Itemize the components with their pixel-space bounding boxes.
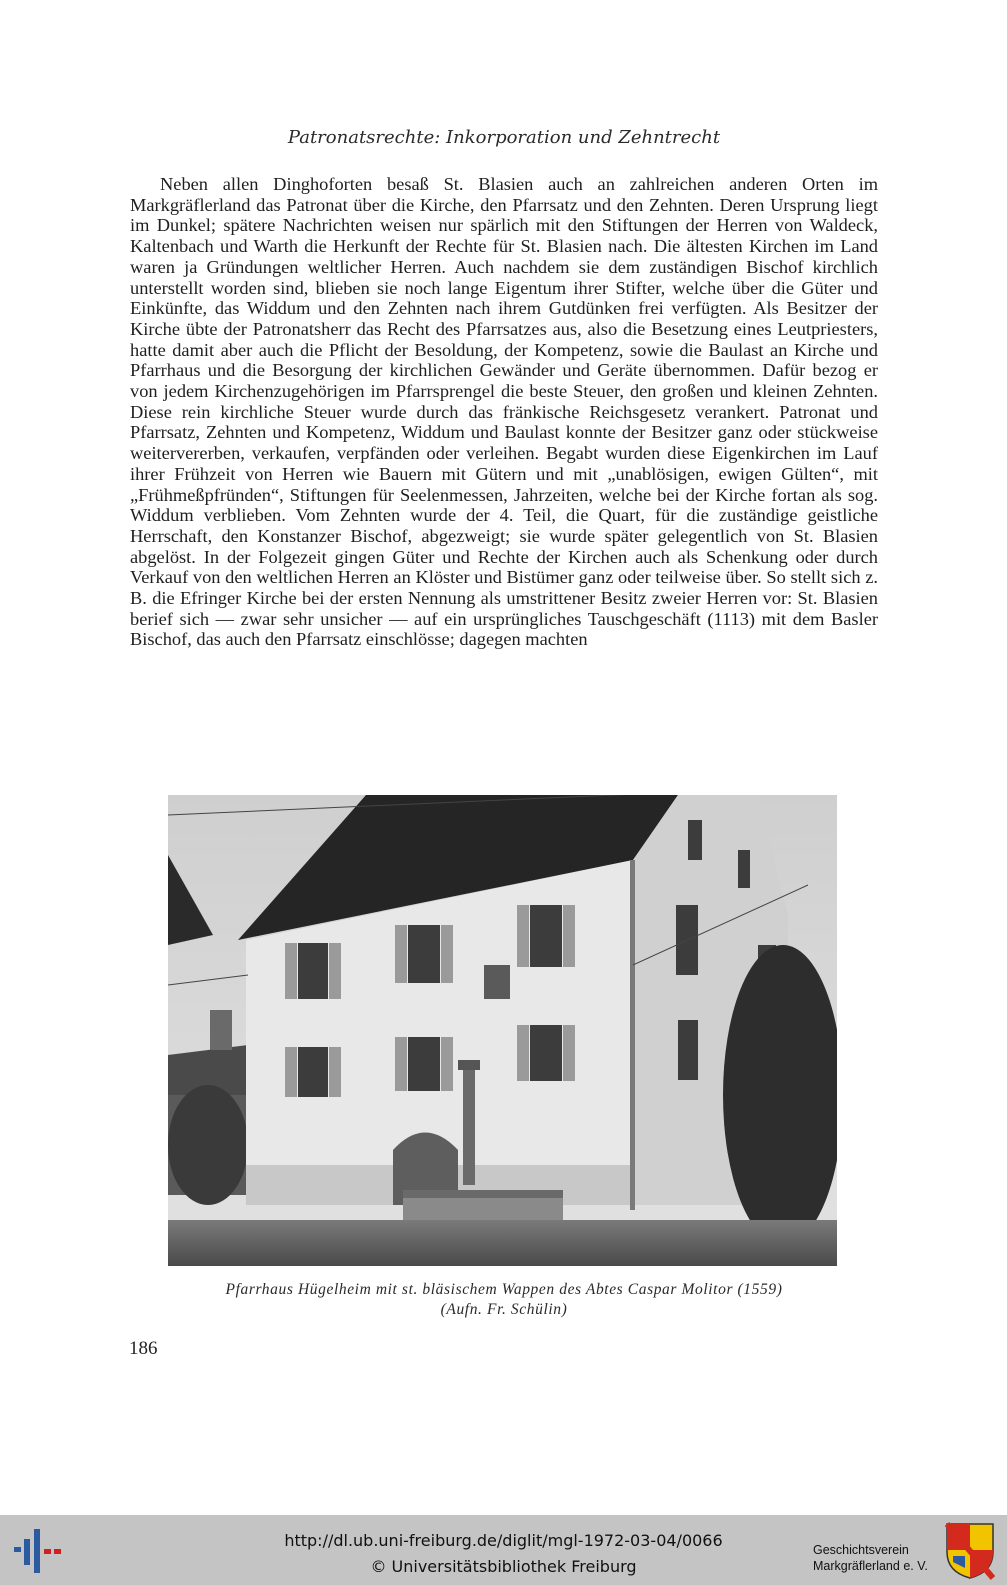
running-head: Patronatsrechte: Inkorporation und Zehntrecht — [287, 127, 721, 148]
society-line-1: Geschichtsverein — [813, 1543, 909, 1557]
footer-url-link[interactable]: http://dl.ub.uni-freiburg.de/diglit/mgl-1972-03-04/0066 — [284, 1531, 723, 1550]
footer-copyright: © Universitätsbibliothek Freiburg — [370, 1557, 637, 1576]
photo-caption — [150, 1280, 858, 1320]
society-line-2: Markgräflerland e. V. — [813, 1559, 928, 1573]
page-number: 186 — [129, 1338, 158, 1359]
caption-line-1: Pfarrhaus Hügelheim mit st. bläsischem Wappen des Abtes Caspar Molitor (1559) — [225, 1281, 783, 1298]
society-name — [813, 1542, 928, 1574]
parsonage-photo — [168, 795, 837, 1266]
markgraeflerland-crest-icon — [945, 1522, 995, 1580]
caption-line-2: (Aufn. Fr. Schülin) — [440, 1301, 568, 1318]
body-paragraph: Neben allen Dinghoforten besaß St. Blasien auch an zahlreichen anderen Orten im Markgräflerland das Patronat über die Kirche, den Pfarrsatz und den Zehnten. Deren Ursprung liegt im Dunkel; spätere Nachrichten weisen nur spärlich mit den Stiftungen der Herren von Waldeck, Kaltenbach und Warth die Herkunft der Rechte für St. Blasien nach. Die ältesten Kirchen im Land waren ja Gründungen weltlicher Herren. Auch nachdem sie dem zuständigen Bischof kirchlich unterstellt worden sind, blieben sie noch lange Eigentum ihrer Stifter, welche über die Güter und Einkünfte, das Widdum und den Zehnten nach ihrem Gutdünken frei verfügten. Als Besitzer der Kirche übte der Patronatsherr das Recht des Pfarrsatzes aus, also die Besetzung eines Leutpriesters, hatte damit aber auch die Pflicht der Besoldung, der Kompetenz, sowie die Baulast an Kirche und Pfarrhaus und die Besorgung der kirchlichen Gewänder und Geräte übernommen. Dafür bezog er von jedem Kirchenzugehörigen im Pfarrsprengel die beste Steuer, den großen und kleinen Zehnten. Diese rein kirchliche Steuer wurde durch das fränkische Reichsgesetz verankert. Patronat und Pfarrsatz, Zehnten und Kompetenz, Widdum und Baulast konnte der Besitzer ganz oder stückweise weitervererben, verkaufen, verpfänden oder verleihen. Begabt wurden diese Eigenkirchen im Lauf ihrer Frühzeit von Herren wie Bauern mit Gütern und mit „unablösigen, ewigen Gülten“, mit „Frühmeßpfründen“, Stiftungen für Seelenmessen, Jahrzeiten, welche bei der Kirche fortan als sog. Widdum verblieben. Vom Zehnten wurde der 4. Teil, die Quart, für die zuständige geistliche Herrschaft, den Konstanzer Bischof, abgezweigt; sie wurde später gelegentlich von St. Blasien abgelöst. In der Folgezeit gingen Güter und Rechte der Kirchen auch als Schenkung oder durch Verkauf von den weltlichen Herren an Klöster und Bistümer ganz oder teilweise über. So stellt sich z. B. die Efringer Kirche bei der ersten Nennung als umstrittener Besitz zweier Herren vor: St. Blasien berief sich — zwar sehr unsicher — auf ein ursprüngliches Tauschgeschäft (1113) mit dem Basler Bischof, das auch den Pfarrsatz einschlösse; dagegen machten — [130, 174, 878, 650]
